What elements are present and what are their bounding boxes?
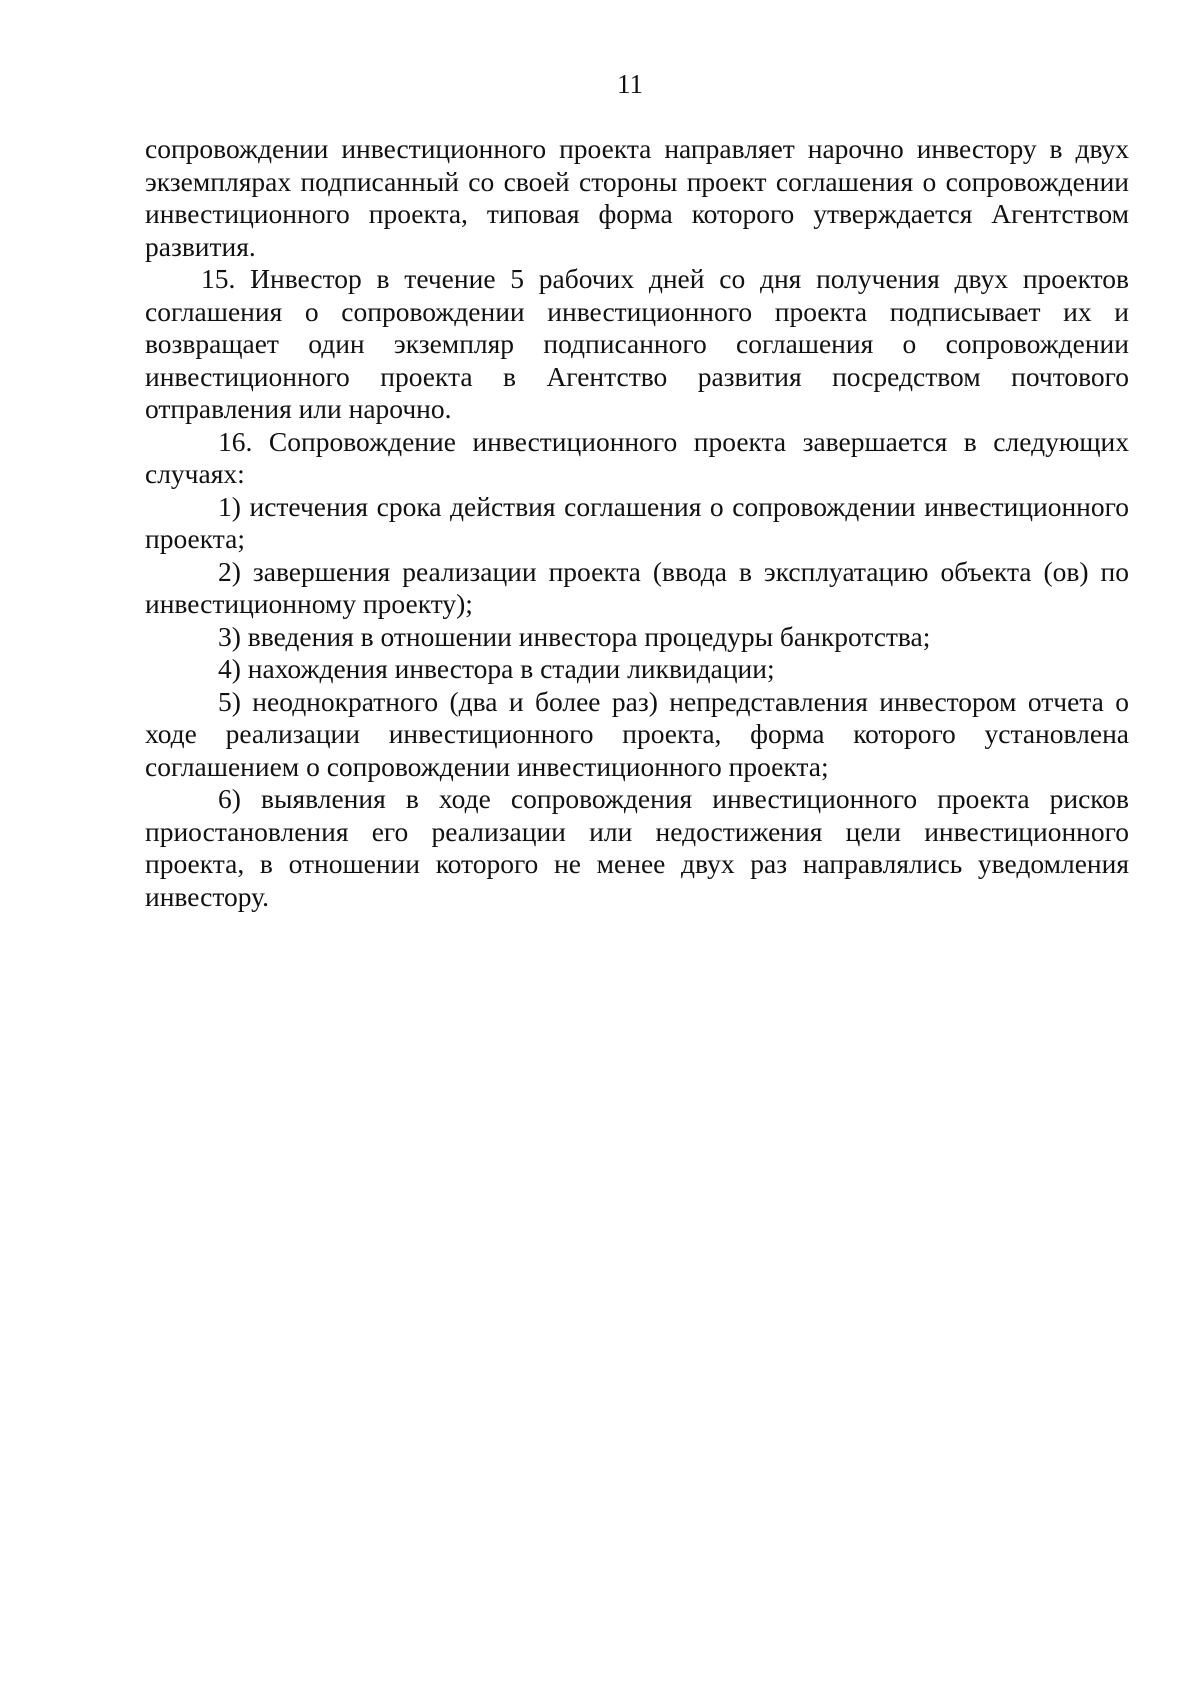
list-item-2: 2) завершения реализации проекта (ввода в эксплуатацию объекта (ов) по инвестиционному проекту); (145, 555, 1129, 619)
paragraph-item-16: 16. Сопровождение инвестиционного проекта завершается в следующих случаях: (145, 425, 1129, 489)
paragraph-item-15: 15. Инвестор в течение 5 рабочих дней со дня получения двух проектов соглашения о сопровождении инвестиционного проекта подписывает их и возвращает один экземпляр подписанного соглашения о сопровождении инвестиционного проекта в Агентство развития посредством почтового отправления или нарочно. (145, 263, 1129, 424)
list-item-1: 1) истечения срока действия соглашения о сопровождении инвестиционного проекта; (145, 490, 1129, 554)
list-item-4: 4) нахождения инвестора в стадии ликвидации; (218, 653, 775, 684)
list-item-6: 6) выявления в ходе сопровождения инвестиционного проекта рисков приостановления его реализации или недостижения цели инвестиционного проекта, в отношении которого не менее двух раз направлялись уведомления инвестору. (145, 783, 1129, 912)
page-number: 11 (617, 69, 643, 99)
list-item-5: 5) неоднократного (два и более раз) непредставления инвестором отчета о ходе реализации инвестиционного проекта, форма которого установлена соглашением о сопровождении инвестиционного проекта; (145, 685, 1129, 782)
paragraph-continuation: сопровождении инвестиционного проекта направляет нарочно инвестору в двух экземплярах подписанный со своей стороны проект соглашения о сопровождении инвестиционного проекта, типовая форма которого утверждается Агентством развития. (145, 133, 1129, 262)
list-item-3: 3) введения в отношении инвестора процедуры банкротства; (218, 620, 931, 652)
document-body (145, 133, 1129, 913)
